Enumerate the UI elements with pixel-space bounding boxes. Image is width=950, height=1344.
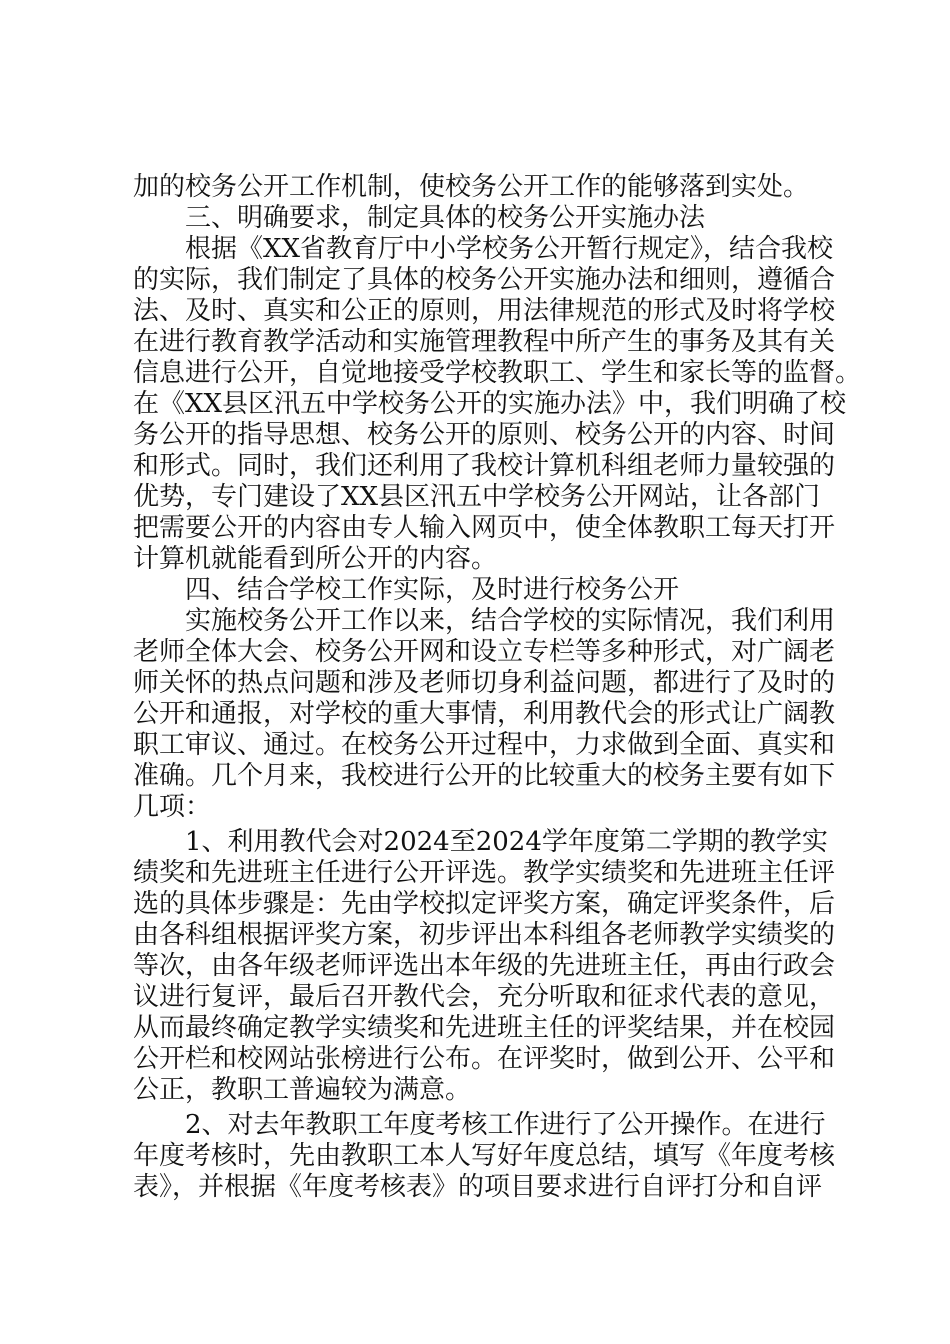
text-line: 务公开的指导思想、校务公开的原则、校务公开的内容、时间 (133, 420, 836, 450)
text-line: 公开栏和校网站张榜进行公布。在评奖时，做到公开、公平和 (133, 1044, 836, 1074)
text-line: 在进行教育教学活动和实施管理教程中所产生的事务及其有关 (133, 327, 836, 357)
text-line: 的实际，我们制定了具体的校务公开实施办法和细则，遵循合 (133, 265, 836, 295)
section-heading: 四、结合学校工作实际，及时进行校务公开 (185, 575, 680, 605)
text-line: 信息进行公开，自觉地接受学校教职工、学生和家长等的监督。 (133, 358, 862, 388)
text-line: 计算机就能看到所公开的内容。 (133, 544, 498, 574)
list-item-heading: 1、利用教代会对2024至2024学年度第二学期的教学实 (185, 827, 828, 857)
text-line: 年度考核时，先由教职工本人写好年度总结，填写《年度考核 (133, 1141, 836, 1171)
text-line: 公正，教职工普遍较为满意。 (133, 1075, 472, 1105)
text-line: 准确。几个月来，我校进行公开的比较重大的校务主要有如下 (133, 761, 836, 791)
text-line: 公开和通报，对学校的重大事情，利用教代会的形式让广阔教 (133, 699, 836, 729)
text-line: 绩奖和先进班主任进行公开评选。教学实绩奖和先进班主任评 (133, 858, 836, 888)
text-line: 实施校务公开工作以来，结合学校的实际情况，我们利用 (185, 606, 836, 636)
text-line: 师关怀的热点问题和涉及老师切身利益问题，都进行了及时的 (133, 668, 836, 698)
text-line: 优势，专门建设了XX县区汛五中学校务公开网站，让各部门 (133, 482, 821, 512)
text-line: 根据《XX省教育厅中小学校务公开暂行规定》，结合我校 (185, 234, 834, 264)
section-heading: 三、明确要求，制定具体的校务公开实施办法 (185, 203, 706, 233)
text-line: 把需要公开的内容由专人输入网页中，使全体教职工每天打开 (133, 513, 836, 543)
text-line: 老师全体大会、校务公开网和设立专栏等多种形式，对广阔老 (133, 637, 836, 667)
text-line: 法、及时、真实和公正的原则，用法律规范的形式及时将学校 (133, 296, 836, 326)
text-line: 从而最终确定教学实绩奖和先进班主任的评奖结果，并在校园 (133, 1013, 836, 1043)
text-line: 议进行复评，最后召开教代会，充分听取和征求代表的意见， (133, 982, 836, 1012)
text-line: 在《XX县区汛五中学校务公开的实施办法》中，我们明确了校 (133, 389, 847, 419)
text-line: 由各科组根据评奖方案，初步评出本科组各老师教学实绩奖的 (133, 920, 836, 950)
text-line: 加的校务公开工作机制，使校务公开工作的能够落到实处。 (133, 172, 810, 202)
text-line: 等次，由各年级老师评选出本年级的先进班主任，再由行政会 (133, 951, 836, 981)
text-line: 选的具体步骤是：先由学校拟定评奖方案，确定评奖条件，后 (133, 889, 836, 919)
document-body (133, 172, 862, 1203)
text-line: 几项： (133, 792, 212, 822)
text-line: 表》，并根据《年度考核表》的项目要求进行自评打分和自评 (133, 1172, 823, 1202)
text-line: 和形式。同时，我们还利用了我校计算机科组老师力量较强的 (133, 451, 836, 481)
list-item-heading: 2、对去年教职工年度考核工作进行了公开操作。在进行 (185, 1110, 826, 1140)
text-line: 职工审议、通过。在校务公开过程中，力求做到全面、真实和 (133, 730, 836, 760)
